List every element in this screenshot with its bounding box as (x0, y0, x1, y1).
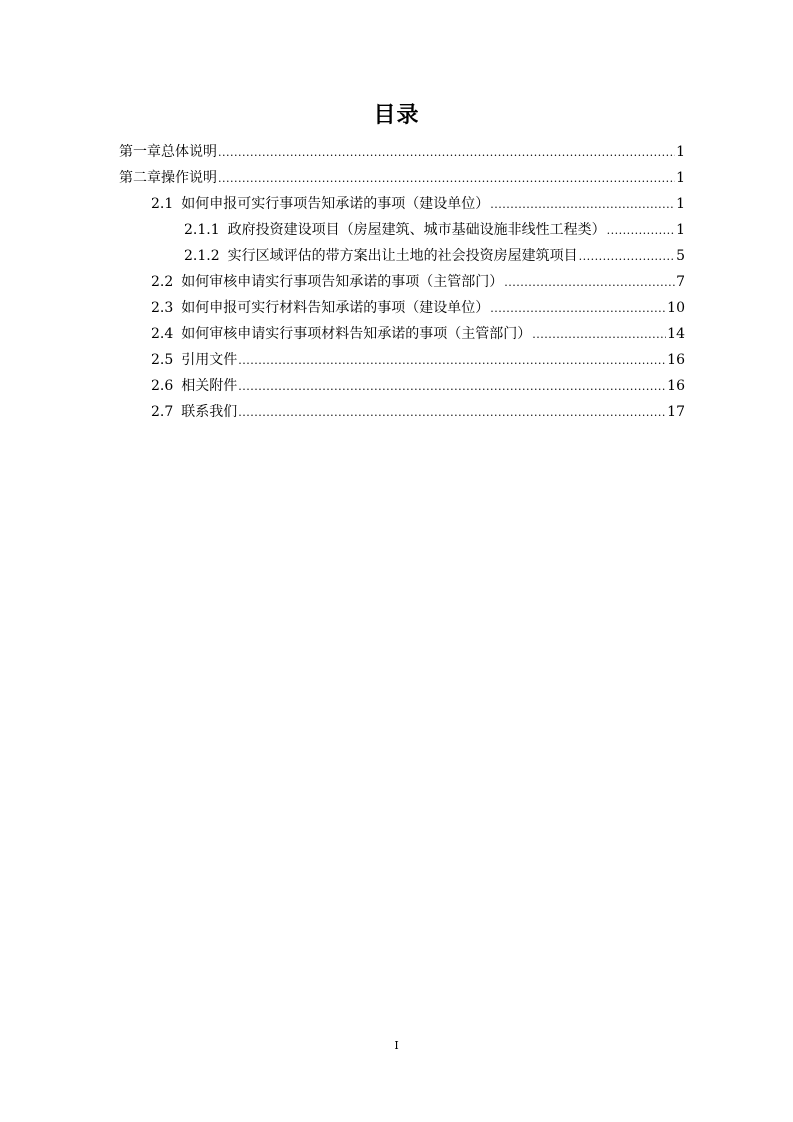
toc-entry-title: 如何申报可实行材料告知承诺的事项（建设单位） (181, 300, 490, 316)
toc-entry-number: 2.6 (151, 378, 174, 394)
toc-entry-page: 1 (676, 144, 685, 160)
toc-dot-leader (238, 375, 666, 399)
toc-dot-leader (532, 323, 666, 347)
toc-dot-leader (238, 349, 666, 373)
toc-entry-2-5[interactable] (151, 348, 685, 372)
toc-entry-2-6[interactable] (151, 374, 685, 398)
toc-entry-number: 2.1.2 (184, 248, 220, 264)
toc-entry-2-3[interactable] (151, 296, 685, 320)
toc-dot-leader (238, 401, 666, 425)
toc-entry-title: 实行区域评估的带方案出让土地的社会投资房屋建筑项目 (227, 248, 578, 264)
toc-entry-page: 7 (676, 274, 685, 290)
toc-entry-title: 政府投资建设项目（房屋建筑、城市基础设施非线性工程类） (227, 222, 606, 238)
toc-entry-page: 14 (667, 326, 685, 342)
toc-entry-number: 2.1.1 (184, 222, 220, 238)
toc-entry-page: 16 (667, 378, 685, 394)
toc-entry-2-7[interactable] (151, 400, 685, 424)
toc-entry-number: 2.7 (151, 404, 174, 420)
toc-entry-number: 2.2 (151, 274, 174, 290)
toc-entry-title: 如何审核申请实行事项材料告知承诺的事项（主管部门） (181, 326, 532, 342)
toc-entry-title: 第一章总体说明 (119, 144, 217, 160)
toc-dot-leader (579, 245, 675, 269)
toc-entry-page: 1 (676, 222, 685, 238)
toc-entry-chapter-2[interactable] (119, 166, 685, 190)
toc-entry-number: 2.5 (151, 352, 174, 368)
toc-entry-title: 如何审核申请实行事项告知承诺的事项（主管部门） (181, 274, 504, 290)
toc-entry-title: 如何申报可实行事项告知承诺的事项（建设单位） (181, 196, 490, 212)
toc-dot-leader (490, 297, 666, 321)
toc-entry-title: 联系我们 (181, 404, 238, 420)
toc-entry-number: 2.3 (151, 300, 174, 316)
toc-entry-number: 2.1 (151, 196, 174, 212)
toc-entry-2-1[interactable] (151, 192, 685, 216)
toc-entry-page: 1 (676, 170, 685, 186)
page-number-footer: I (394, 1039, 399, 1052)
toc-dot-leader (218, 141, 675, 165)
toc-entry-title: 相关附件 (181, 378, 238, 394)
toc-dot-leader (607, 219, 675, 243)
toc-entry-page: 10 (667, 300, 685, 316)
toc-entry-2-1-1[interactable] (184, 218, 685, 242)
toc-entry-page: 17 (667, 404, 685, 420)
toc-entry-page: 1 (676, 196, 685, 212)
toc-entry-number: 2.4 (151, 326, 174, 342)
toc-entry-title: 第二章操作说明 (119, 170, 217, 186)
toc-entry-2-4[interactable] (151, 322, 685, 346)
toc-entry-2-1-2[interactable] (184, 244, 685, 268)
page-title: 目录 (373, 103, 420, 128)
toc-entry-page: 16 (667, 352, 685, 368)
toc-entry-2-2[interactable] (151, 270, 685, 294)
toc-dot-leader (218, 167, 675, 191)
toc-entry-title: 引用文件 (181, 352, 238, 368)
toc-dot-leader (490, 193, 675, 217)
toc-dot-leader (504, 271, 675, 295)
toc-entry-page: 5 (676, 248, 685, 264)
toc-entry-chapter-1[interactable] (119, 140, 685, 164)
